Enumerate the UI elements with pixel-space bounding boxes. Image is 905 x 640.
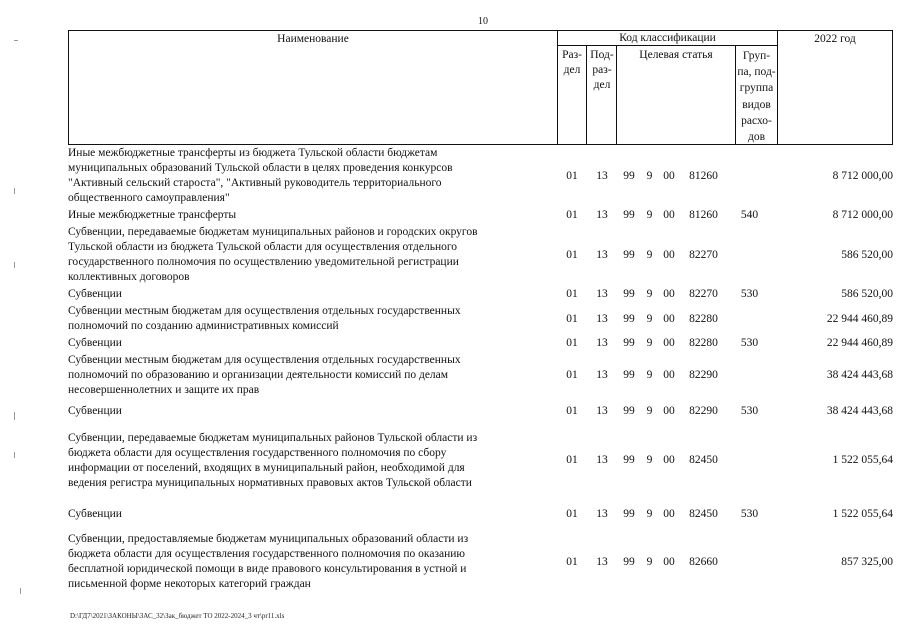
subsection-code: 13 [596, 312, 608, 325]
row-name-line: коллективных договоров [68, 271, 190, 283]
program-code: 99 [623, 555, 635, 568]
header-classification: Код классификации [619, 32, 716, 44]
header-section [557, 48, 587, 78]
subprogram-code: 9 [646, 555, 653, 568]
direction-code: 82660 [689, 555, 718, 568]
section-code: 01 [566, 404, 578, 417]
row-amount: 1 522 055,64 [832, 454, 893, 466]
row-amount: 22 944 460,89 [826, 337, 893, 349]
subsection-code: 13 [596, 169, 608, 182]
row-name-line: Субвенции, передаваемые бюджетам муниципальных районов и городских округов [68, 226, 478, 238]
row-name [68, 399, 557, 423]
header-group [735, 48, 778, 145]
direction-code: 82290 [689, 404, 718, 417]
subsection-code: 13 [596, 404, 608, 417]
row-name-line: бюджета области для осуществления государственного полномочия по оказанию [68, 548, 465, 560]
expense-type-code [727, 352, 772, 399]
expense-type-code: 530 [740, 337, 759, 349]
header-subsection-line: раз- [592, 64, 612, 76]
section-code: 01 [566, 369, 578, 381]
header-subsection-line: дел [593, 79, 611, 91]
subprogram-code: 9 [646, 288, 653, 300]
row-amount: 586 520,00 [841, 288, 893, 300]
direction-code: 82270 [689, 288, 718, 300]
header-subsection [587, 48, 617, 93]
program-code: 99 [623, 288, 635, 300]
row-name [68, 335, 557, 352]
subprogram-code: 9 [646, 209, 653, 221]
expense-type-code: 530 [740, 404, 759, 417]
subprogram-code: 9 [646, 169, 653, 182]
expense-type-code [727, 145, 772, 207]
subprogram-code: 9 [646, 337, 653, 349]
table-row [68, 498, 893, 530]
program-code: 99 [623, 369, 635, 381]
event-code: 00 [663, 248, 675, 261]
table-row [68, 423, 893, 498]
row-amount: 38 424 443,68 [826, 404, 893, 417]
subsection-code: 13 [596, 454, 608, 466]
expense-type-code: 530 [740, 507, 759, 520]
direction-code: 82450 [689, 507, 718, 520]
subsection-code: 13 [596, 337, 608, 349]
subsection-code: 13 [596, 209, 608, 221]
section-code: 01 [566, 337, 578, 349]
event-code: 00 [663, 169, 675, 182]
row-amount: 8 712 000,00 [832, 169, 893, 182]
table-row [68, 303, 893, 335]
row-name-line: общественного самоуправления" [68, 192, 230, 204]
row-name-line: бюджета области для осуществления государственного полномочия по сбору [68, 446, 447, 459]
row-name-line: ведения регистра муниципальных нормативных правовых актов Тульской области [68, 476, 472, 489]
row-amount: 8 712 000,00 [832, 209, 893, 221]
direction-code: 81260 [689, 169, 718, 182]
scan-mark [14, 262, 15, 268]
footer-path: D:\ГД7\2021\ЗАКОНЫ\ЗАС_32\Зак_бюджет ТО 2022-2024_3 чт\pr11.xls [70, 612, 285, 620]
event-code: 00 [663, 404, 675, 417]
header-right-border [892, 30, 893, 145]
program-code: 99 [623, 169, 635, 182]
program-code: 99 [623, 454, 635, 466]
program-code: 99 [623, 404, 635, 417]
header-left-border [68, 30, 69, 145]
table-row [68, 399, 893, 423]
direction-code: 82290 [689, 369, 718, 381]
row-name-line: полномочий по образованию и организации деятельности комиссий по делам [68, 369, 449, 381]
expense-type-code [727, 530, 772, 594]
subprogram-code: 9 [646, 454, 653, 466]
subprogram-code: 9 [646, 312, 653, 325]
table-row [68, 335, 893, 352]
row-name [68, 145, 557, 207]
program-code: 99 [623, 312, 635, 325]
row-name-line: муниципальных образований Тульской области в целях проведения конкурсов [68, 162, 453, 174]
row-name [68, 530, 557, 594]
row-name-line: информации от поселений, входящих в муниципальный район, необходимой для [68, 461, 465, 474]
subprogram-code: 9 [646, 507, 653, 520]
scan-mark [14, 40, 18, 41]
row-name-line: Субвенции, передаваемые бюджетам муниципальных районов Тульской области из [68, 431, 478, 444]
row-name [68, 498, 557, 530]
section-code: 01 [566, 454, 578, 466]
table-row [68, 145, 893, 207]
subsection-code: 13 [596, 555, 608, 568]
row-name-line: несовершеннолетних и защите их прав [68, 384, 260, 396]
subsection-code: 13 [596, 369, 608, 381]
program-code: 99 [623, 337, 635, 349]
row-name-line: Субвенции [68, 507, 122, 520]
expense-type-code: 530 [740, 288, 759, 300]
section-code: 01 [566, 507, 578, 520]
row-name [68, 224, 557, 286]
header-group-line: Груп- [742, 50, 771, 62]
subsection-code: 13 [596, 288, 608, 300]
row-name-line: бесплатной юридической помощи в виде правового консультирования в устной и [68, 563, 467, 575]
section-code: 01 [566, 209, 578, 221]
event-code: 00 [663, 454, 675, 466]
row-amount: 38 424 443,68 [826, 369, 893, 381]
subsection-code: 13 [596, 248, 608, 261]
program-code: 99 [623, 209, 635, 221]
row-name-line: Субвенции [68, 404, 122, 417]
expense-type-code [727, 303, 772, 335]
table-header [0, 0, 905, 150]
direction-code: 82270 [689, 248, 718, 261]
table-row [68, 207, 893, 224]
row-name-line: "Активный сельский староста", "Активный руководитель территориального [68, 177, 442, 189]
event-code: 00 [663, 312, 675, 325]
row-name-line: Субвенции местным бюджетам для осуществления отдельных государственных [68, 305, 461, 317]
event-code: 00 [663, 288, 675, 300]
header-target-article: Целевая статья [639, 49, 713, 61]
scan-mark [14, 452, 15, 458]
direction-code: 82280 [689, 312, 718, 325]
event-code: 00 [663, 337, 675, 349]
direction-code: 81260 [689, 209, 718, 221]
program-code: 99 [623, 248, 635, 261]
expense-type-code: 540 [740, 209, 759, 221]
direction-code: 82280 [689, 337, 718, 349]
header-group-line: группа [739, 82, 774, 95]
header-group-line: дов [747, 131, 766, 144]
row-name-line: Субвенции [68, 337, 122, 349]
row-name [68, 303, 557, 335]
event-code: 00 [663, 209, 675, 221]
subprogram-code: 9 [646, 248, 653, 261]
table-row [68, 352, 893, 399]
scan-mark [20, 588, 21, 594]
row-name [68, 423, 557, 498]
event-code: 00 [663, 555, 675, 568]
section-code: 01 [566, 288, 578, 300]
subprogram-code: 9 [646, 369, 653, 381]
subsection-code: 13 [596, 507, 608, 520]
event-code: 00 [663, 369, 675, 381]
header-group-line: видов [742, 98, 771, 111]
page-number: 10 [478, 16, 488, 27]
direction-code: 82450 [689, 454, 718, 466]
expense-type-code [727, 423, 772, 498]
section-code: 01 [566, 169, 578, 182]
header-group-line: расхо- [741, 114, 772, 127]
budget-table [68, 145, 893, 594]
row-name [68, 352, 557, 399]
expense-type-code [727, 224, 772, 286]
row-name-line: государственного полномочия по осуществлению уведомительной регистрации [68, 256, 459, 268]
header-year: 2022 год [814, 33, 856, 45]
row-name [68, 207, 557, 224]
row-name-line: Тульской области из бюджета Тульской области для осуществления отдельного [68, 241, 458, 253]
subprogram-code: 9 [646, 404, 653, 417]
header-section-line: Раз- [562, 49, 582, 61]
event-code: 00 [663, 507, 675, 520]
header-section-line: дел [563, 64, 581, 76]
table-row [68, 286, 893, 303]
row-name-line: Субвенции местным бюджетам для осуществления отдельных государственных [68, 354, 461, 366]
scan-mark [14, 188, 15, 194]
row-name-line: Иные межбюджетные трансферты [68, 209, 237, 221]
row-amount: 22 944 460,89 [826, 312, 893, 325]
row-amount: 1 522 055,64 [832, 507, 893, 520]
program-code: 99 [623, 507, 635, 520]
scan-mark [14, 412, 15, 420]
header-subsection-line: Под- [590, 49, 614, 61]
row-amount: 586 520,00 [841, 248, 893, 261]
row-amount: 857 325,00 [841, 555, 893, 568]
section-code: 01 [566, 312, 578, 325]
header-group-line: па, под- [737, 66, 776, 79]
row-name-line: Субвенции [68, 288, 122, 300]
row-name-line: полномочий по созданию административных комиссий [68, 320, 339, 332]
section-code: 01 [566, 248, 578, 261]
row-name [68, 286, 557, 303]
row-name-line: Субвенции, предоставляемые бюджетам муниципальных образований области из [68, 533, 469, 545]
row-name-line: Иные межбюджетные трансферты из бюджета Тульской области бюджетам [68, 147, 438, 159]
section-code: 01 [566, 555, 578, 568]
header-name: Наименование [277, 33, 349, 45]
table-row [68, 224, 893, 286]
row-name-line: письменной форме некоторых категорий граждан [68, 578, 311, 590]
table-row [68, 530, 893, 594]
